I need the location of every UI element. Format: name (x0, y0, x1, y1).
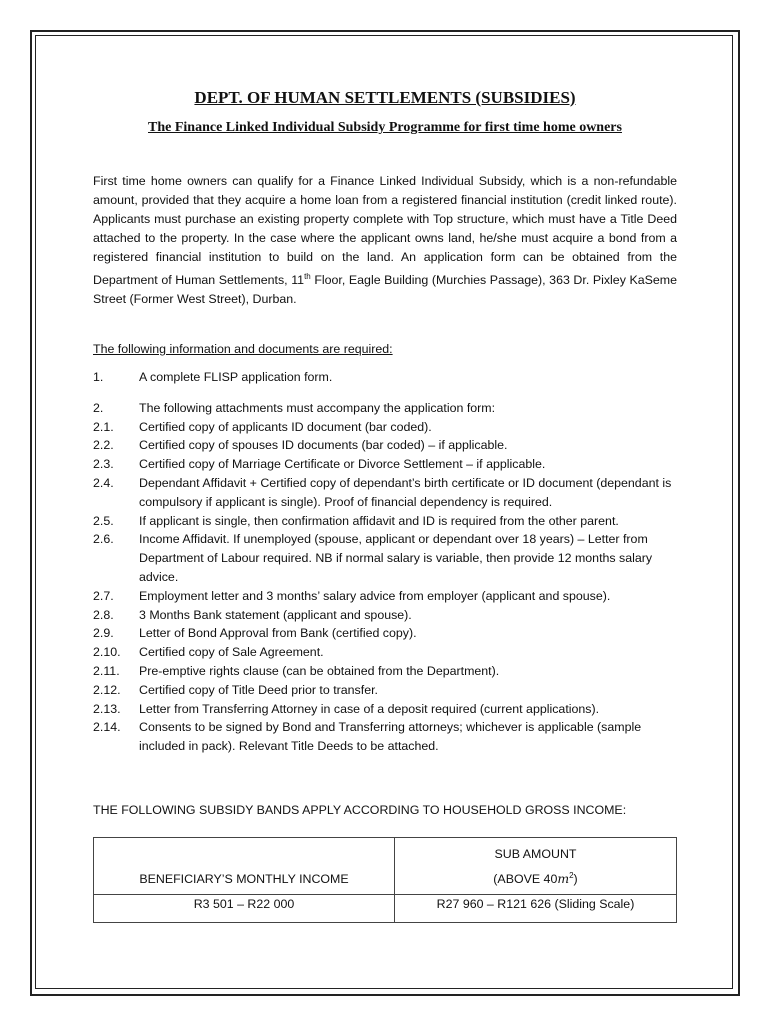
item-number: 2.1. (93, 419, 114, 434)
list-item (93, 474, 683, 512)
item-text: Income Affidavit. If unemployed (spouse, applicant or dependant over 18 years) – Letter from Department of Labour required. NB if normal salary is variable, then provide 12 months salary advice. (139, 532, 653, 584)
item-number: 2.9. (93, 626, 114, 641)
subsidy-bands-heading: THE FOLLOWING SUBSIDY BANDS APPLY ACCORDING TO HOUSEHOLD GROSS INCOME: (93, 803, 627, 817)
intro-superscript: th (304, 272, 311, 281)
list-item (93, 662, 683, 681)
item-text: Certified copy of Sale Agreement. (139, 645, 324, 660)
item-number: 2. (93, 400, 104, 415)
list-item (93, 718, 683, 756)
document-subtitle: The Finance Linked Individual Subsidy Programme for first time home owners (148, 120, 622, 135)
area-exponent: 2 (569, 870, 574, 880)
item-number: 2.7. (93, 588, 114, 603)
document-title: DEPT. OF HUMAN SETTLEMENTS (SUBSIDIES) (194, 88, 576, 107)
item-text: Certified copy of Title Deed prior to transfer. (139, 682, 378, 697)
intro-text-part1: First time home owners can qualify for a Finance Linked Individual Subsidy, which is a non-refundable amount, provided that they acquire a home loan from a registered financial institution (credit linked route). Applicants must purchase an existing property complete with Top structure, which must have a Title Deed attached to the property. In the case where the applicant owns land, he/she must acquire a bond from a registered financial institution to build on the land. An application form can be obtained from the Department of Human Settlements, 11 (93, 174, 677, 288)
item-number: 2.11. (93, 663, 120, 678)
list-item (93, 530, 683, 586)
item-number: 2.4. (93, 475, 114, 490)
requirements-list (93, 368, 683, 756)
item-text: The following attachments must accompany the application form: (139, 400, 496, 415)
table-header-row (94, 838, 677, 895)
list-item (93, 643, 683, 662)
amount-header-line1: SUB AMOUNT (494, 846, 577, 861)
requirements-heading: The following information and documents are required: (93, 342, 393, 356)
item-text: Pre-emptive rights clause (can be obtained from the Department). (139, 663, 500, 678)
item-text: If applicant is single, then confirmation affidavit and ID is required from the other parent. (139, 513, 619, 528)
item-number: 2.6. (93, 532, 114, 547)
item-number: 2.2. (93, 438, 114, 453)
item-number: 2.8. (93, 607, 114, 622)
list-item (93, 455, 683, 474)
item-number: 2.3. (93, 457, 114, 472)
area-unit: m (557, 871, 570, 886)
list-item (93, 399, 683, 418)
item-number: 2.12. (93, 682, 121, 697)
item-text: Dependant Affidavit + Certified copy of dependant’s birth certificate or ID document (dependant is compulsory if applicant is single). Proof of financial dependency is required. (139, 475, 672, 509)
intro-text-part2: Floor, Eagle Building (Murchies Passage), 363 Dr. Pixley KaSeme Street (Former West Street), Durban. (93, 273, 678, 307)
list-item (93, 606, 683, 625)
amount-cell: R27 960 – R121 626 (Sliding Scale) (395, 895, 677, 923)
item-number: 2.14. (93, 720, 121, 735)
item-text: Employment letter and 3 months’ salary advice from employer (applicant and spouse). (139, 588, 611, 603)
item-number: 2.10. (93, 645, 121, 660)
income-cell: R3 501 – R22 000 (94, 895, 395, 923)
item-text: Letter of Bond Approval from Bank (certified copy). (139, 626, 417, 641)
list-item (93, 368, 683, 387)
list-item (93, 700, 683, 719)
item-text: Certified copy of Marriage Certificate or Divorce Settlement – if applicable. (139, 457, 546, 472)
subsidy-bands-table (93, 837, 677, 923)
item-number: 2.13. (93, 701, 121, 716)
item-text: Certified copy of applicants ID document (bar coded). (139, 419, 432, 434)
list-item (93, 436, 683, 455)
item-number: 2.5. (93, 513, 114, 528)
intro-paragraph (93, 172, 677, 309)
income-column-header: BENEFICIARY’S MONTHLY INCOME (94, 838, 395, 895)
list-item (93, 681, 683, 700)
list-item (93, 587, 683, 606)
amount-header-line2: (ABOVE $40m^2$) (493, 870, 578, 886)
item-number: 1. (93, 370, 104, 384)
amount-column-header (395, 838, 677, 895)
item-text: Certified copy of spouses ID documents (bar coded) – if applicable. (139, 438, 508, 453)
list-item (93, 624, 683, 643)
item-text: 3 Months Bank statement (applicant and spouse). (139, 607, 412, 622)
list-item (93, 418, 683, 437)
item-text: Letter from Transferring Attorney in case of a deposit required (current applications). (139, 701, 600, 716)
item-text: A complete FLISP application form. (139, 370, 333, 384)
table-row (94, 895, 677, 923)
list-item (93, 512, 683, 531)
item-text: Consents to be signed by Bond and Transferring attorneys; whichever is applicable (sample included in pack). Relevant Title Deeds to be attached. (139, 720, 642, 754)
